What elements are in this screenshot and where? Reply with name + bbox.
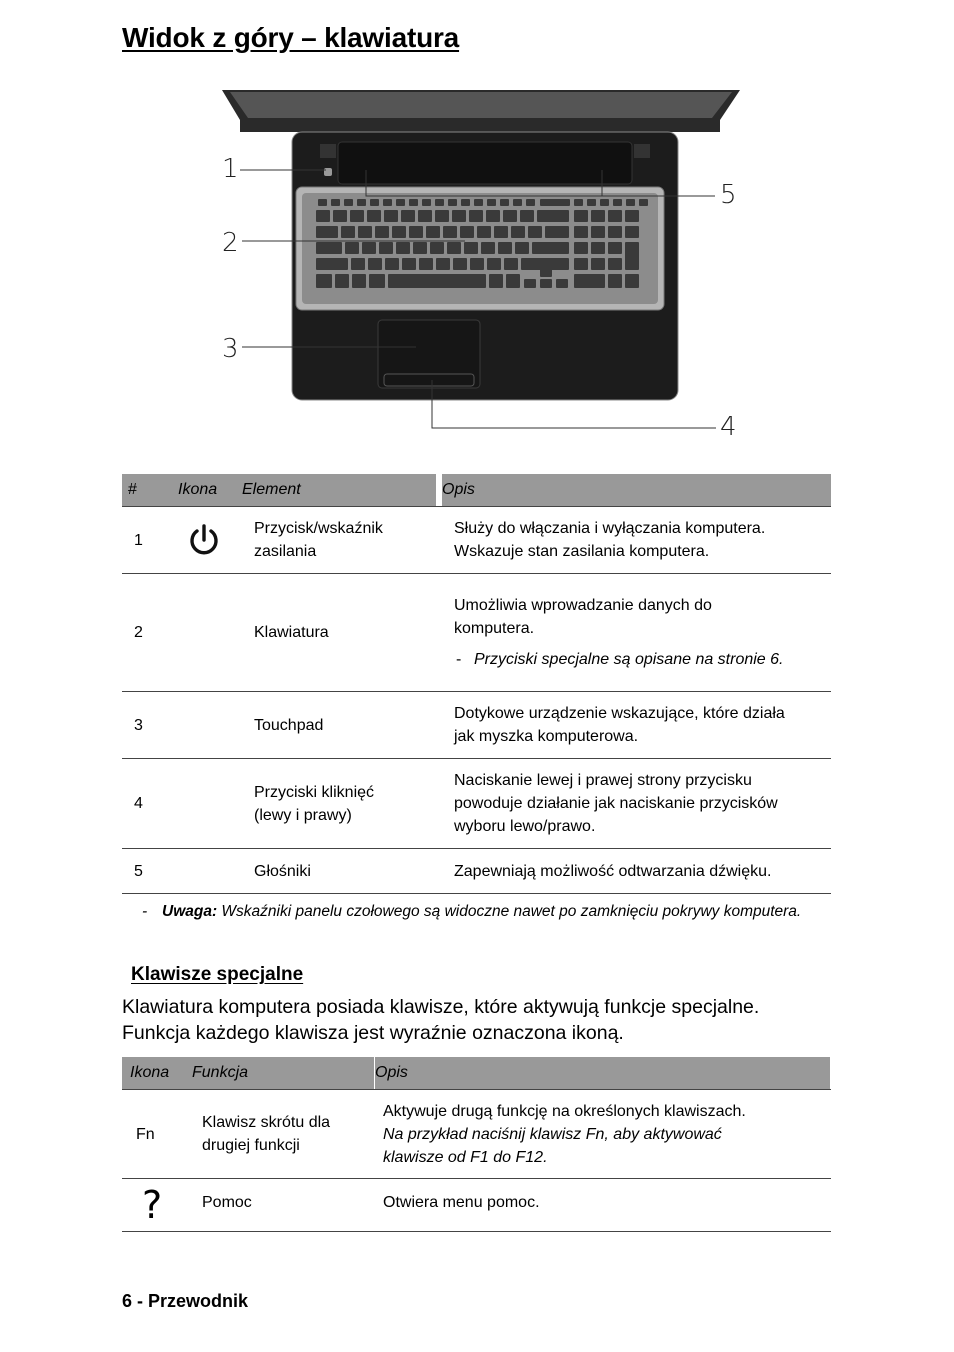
element-line: Klawiatura [254, 624, 329, 641]
header-icon: Ikona [178, 474, 248, 507]
desc-line: Na przykład naciśnij klawisz Fn, aby aktywować [383, 1125, 722, 1143]
description-cell [442, 507, 831, 574]
table-header-row [122, 1057, 831, 1090]
description-cell [442, 759, 831, 849]
desc-line: Wskazuje stan zasilania komputera. [454, 543, 710, 560]
element-cell [248, 759, 442, 849]
function-cell [194, 1090, 376, 1179]
special-keys-table [122, 1057, 831, 1232]
row-number: 5 [122, 849, 178, 894]
desc-line: Służy do włączania i wyłączania komputera. [454, 520, 766, 537]
desc-line: Aktywuje drugą funkcję na określonych klawiszach. [383, 1102, 746, 1120]
components-table [122, 474, 831, 894]
callout-3: 3 [222, 334, 239, 364]
row-number: 2 [122, 574, 178, 692]
section-title: Klawisze specjalne [131, 964, 304, 985]
element-line: Przyciski kliknięć [254, 783, 375, 801]
fn-key-icon: Fn [122, 1090, 194, 1179]
header-element: Element [242, 474, 436, 507]
power-button-shape [324, 168, 332, 176]
header-description: Opis [442, 474, 831, 507]
element-line: Przycisk/wskaźnik [254, 520, 383, 537]
element-line: Głośniki [254, 862, 311, 880]
desc-line: powoduje działanie jak naciskanie przycisków [454, 795, 778, 812]
icon-cell [178, 692, 248, 759]
page-title: Widok z góry – klawiatura [122, 22, 460, 53]
desc-line: Zapewniają możliwość odtwarzania dźwięku. [454, 862, 772, 880]
function-cell [194, 1179, 376, 1232]
callout-4: 4 [720, 412, 737, 442]
sub-dash: - [456, 651, 462, 668]
desc-line: jak myszka komputerowa. [454, 728, 639, 745]
table-row [122, 574, 831, 692]
intro-line: Funkcja każdego klawisza jest wyraźnie oznaczona ikoną. [122, 1022, 624, 1044]
table-row [122, 692, 831, 759]
table-row [122, 507, 831, 574]
element-cell [248, 507, 442, 574]
table-header-row [122, 474, 831, 507]
note-text: Wskaźniki panelu czołowego są widoczne nawet po zamknięciu pokrywy komputera. [217, 903, 802, 920]
sub-note-text: Przyciski specjalne są opisane na stronie 6. [474, 651, 784, 668]
icon-cell [178, 507, 248, 574]
row-number: 3 [122, 692, 178, 759]
header-icon: Ikona [122, 1057, 194, 1090]
desc-line: komputera. [454, 620, 535, 637]
header-num: # [122, 474, 178, 507]
table-row [122, 1179, 831, 1232]
element-line: (lewy i prawy) [254, 806, 352, 824]
description-cell [442, 692, 831, 759]
element-cell [248, 574, 442, 692]
description-cell [376, 1090, 831, 1179]
callout-5: 5 [720, 180, 737, 210]
note-label: Uwaga: [162, 903, 218, 920]
description-cell [376, 1179, 831, 1232]
element-cell [248, 692, 442, 759]
callout-1: 1 [222, 154, 239, 184]
icon-cell [178, 849, 248, 894]
laptop-drawing [200, 80, 760, 445]
table-row [122, 1090, 831, 1179]
sub-note [456, 648, 831, 671]
help-question-icon: ? [142, 1183, 163, 1227]
table-row [122, 849, 831, 894]
icon-cell [178, 759, 248, 849]
header-function: Funkcja [192, 1057, 374, 1090]
icon-cell [178, 574, 248, 692]
row-number: 4 [122, 759, 178, 849]
element-line: Touchpad [254, 716, 324, 734]
page-footer: 6 - Przewodnik [122, 1291, 249, 1311]
function-line: Pomoc [202, 1194, 252, 1211]
element-line: zasilania [254, 543, 317, 560]
desc-line: klawisze od F1 do F12. [383, 1148, 548, 1166]
table-row [122, 759, 831, 849]
desc-line: Otwiera menu pomoc. [383, 1194, 540, 1211]
icon-cell [122, 1179, 194, 1232]
note-dash: - [142, 903, 148, 920]
desc-line: wyboru lewo/prawo. [454, 818, 596, 835]
power-icon [186, 522, 222, 558]
row-number: 1 [122, 507, 178, 574]
intro-paragraph [122, 994, 842, 1046]
desc-line: Naciskanie lewej i prawej strony przycisku [454, 772, 752, 789]
function-line: Klawisz skrótu dla [202, 1114, 331, 1131]
description-cell [442, 849, 831, 894]
laptop-top-view-illustration [200, 80, 760, 445]
desc-line: Dotykowe urządzenie wskazujące, które działa [454, 705, 785, 722]
element-cell [248, 849, 442, 894]
description-cell [442, 574, 831, 692]
note-body [162, 900, 830, 923]
intro-line: Klawiatura komputera posiada klawisze, które aktywują funkcje specjalne. [122, 996, 760, 1018]
callout-2: 2 [222, 228, 239, 258]
header-description: Opis [375, 1057, 830, 1090]
desc-line: Umożliwia wprowadzanie danych do [454, 597, 712, 614]
function-line: drugiej funkcji [202, 1137, 300, 1154]
